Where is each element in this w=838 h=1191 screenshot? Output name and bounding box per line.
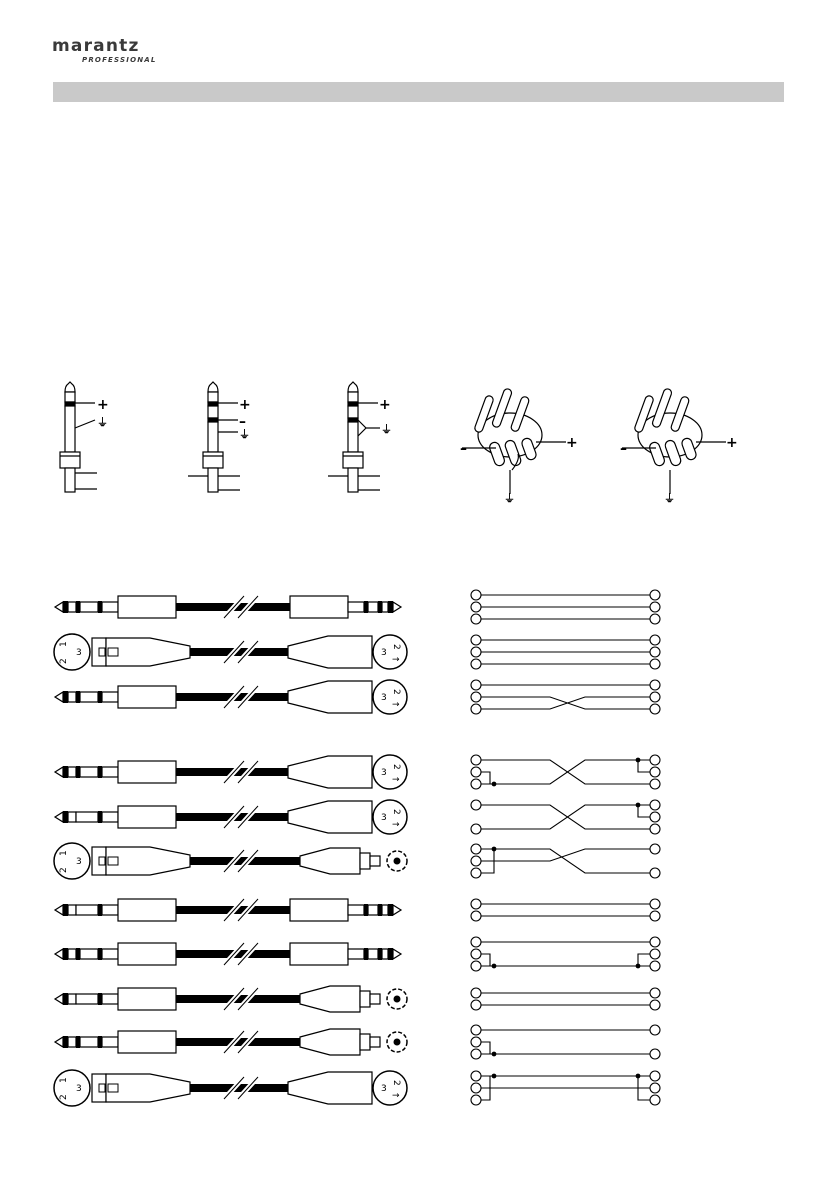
brand-logo	[52, 36, 172, 68]
xlr-male-illustration-a	[462, 388, 566, 494]
svg-text:2: 2	[59, 867, 69, 873]
plug3-ground-label: ⏚	[381, 423, 392, 436]
cable-row	[55, 1025, 660, 1059]
wiring-schematic	[471, 937, 660, 971]
plug3-plus-label: +	[379, 397, 391, 413]
svg-text:2: 2	[391, 689, 401, 695]
cable-row	[55, 755, 660, 789]
svg-text:3: 3	[381, 813, 387, 823]
svg-text:→: →	[392, 775, 400, 785]
cable-row	[54, 634, 660, 670]
trs-plug-illustration	[188, 382, 240, 492]
cable-row	[54, 1070, 660, 1106]
wiring-schematic	[471, 988, 660, 1010]
svg-text:1: 1	[59, 1077, 69, 1083]
ts-plug-illustration	[60, 382, 97, 492]
svg-text:3: 3	[76, 857, 82, 867]
cable-row	[55, 986, 660, 1012]
plug2-minus-label: –	[239, 414, 246, 430]
svg-text:→: →	[392, 820, 400, 830]
xlr2-ground-label: ⏚	[664, 492, 675, 505]
xlr1-minus-label: –	[460, 441, 467, 457]
plug2-ground-label: ⏚	[239, 428, 250, 441]
section-title-bar	[53, 82, 784, 102]
connector-pinout-diagram	[0, 370, 838, 510]
wiring-schematic	[471, 1025, 660, 1059]
svg-text:→: →	[392, 655, 400, 665]
wiring-schematic	[471, 1071, 660, 1105]
svg-text:1: 1	[59, 850, 69, 856]
xlr2-plus-label: +	[726, 435, 738, 451]
svg-text:2: 2	[59, 1094, 69, 1100]
xlr1-plus-label: +	[566, 435, 578, 451]
svg-text:3: 3	[381, 1084, 387, 1094]
wiring-schematic	[471, 590, 660, 624]
plug2-plus-label: +	[239, 397, 251, 413]
plug1-ground-label: ⏚	[97, 416, 108, 429]
cable-row	[54, 843, 660, 879]
xlr1-ground-label: ⏚	[504, 492, 515, 505]
svg-text:2: 2	[391, 1080, 401, 1086]
svg-text:2: 2	[391, 809, 401, 815]
svg-text:1: 1	[59, 641, 69, 647]
cable-row	[55, 800, 660, 834]
cable-row	[55, 937, 660, 971]
xlr2-minus-label: –	[620, 441, 627, 457]
svg-text:2: 2	[391, 644, 401, 650]
cable-row	[55, 590, 660, 624]
svg-text:→: →	[392, 700, 400, 710]
wiring-schematic	[471, 844, 660, 878]
svg-text:3: 3	[76, 1084, 82, 1094]
svg-text:2: 2	[59, 658, 69, 664]
wiring-schematic	[471, 899, 660, 921]
brand-wordmark: marantz	[52, 36, 140, 56]
svg-text:3: 3	[381, 693, 387, 703]
wiring-schematic	[471, 680, 660, 714]
cable-row	[55, 899, 660, 921]
wiring-schematic	[471, 800, 660, 834]
cable-row	[55, 680, 660, 714]
wiring-schematic	[471, 755, 660, 789]
xlr-male-illustration-b	[622, 388, 726, 494]
plug1-plus-label: +	[97, 397, 109, 413]
svg-text:3: 3	[381, 768, 387, 778]
svg-text:→: →	[392, 1091, 400, 1101]
brand-subtitle: PROFESSIONAL	[82, 56, 157, 64]
wiring-schematic	[471, 635, 660, 669]
cable-wiring-diagrams	[0, 580, 838, 1120]
trs-bridged-plug-illustration	[328, 382, 380, 492]
svg-text:3: 3	[76, 648, 82, 658]
svg-text:3: 3	[381, 648, 387, 658]
svg-text:2: 2	[391, 764, 401, 770]
